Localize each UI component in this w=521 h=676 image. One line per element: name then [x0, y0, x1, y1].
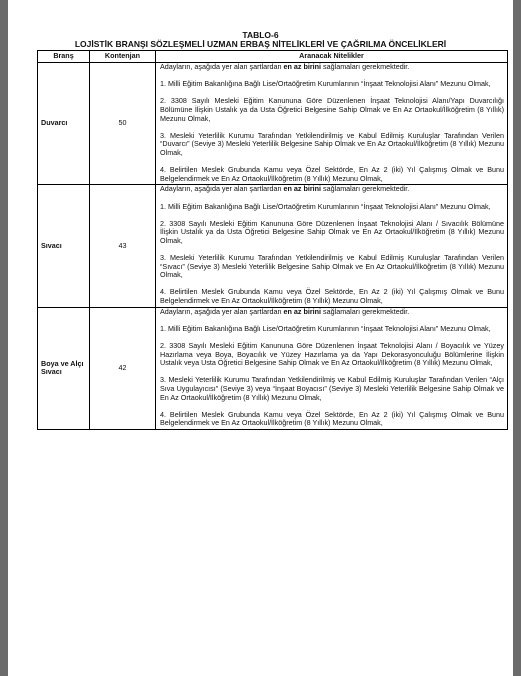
brans-cell: Sıvacı	[38, 185, 90, 307]
kontenjan-cell: 42	[90, 307, 156, 429]
table-row	[38, 307, 508, 429]
requirement-item: 4. Belirtilen Meslek Grubunda Kamu veya Özel Sektörde, En Az 2 (iki) Yıl Çalışmış Olmak ve Bunu Belgelendirmek ve En Az Ortaokul/İlköğretim (8 Yıllık) Mezunu Olmak,	[160, 165, 504, 183]
requirement-item: 2. 3308 Sayılı Mesleki Eğitim Kanununa Göre Düzenlenen İnşaat Teknolojisi Alanı/Yapı Duvarcılığı Bölümüne İlişkin Ustalık ya da Usta Öğretici Belgesine Sahip Olmak ve En Az Ortaokul/İlköğretim (8 Yıllık) Mezunu Olmak,	[160, 96, 504, 123]
intro-text: Adayların, aşağıda yer alan şartlardan en az birini sağlamaları gerekmektedir.	[160, 306, 410, 316]
requirement-item: 1. Milli Eğitim Bakanlığına Bağlı Lise/Ortaöğretim Kurumlarının “İnşaat Teknolojisi Alanı” Mezunu Olmak,	[160, 201, 491, 211]
requirement-item: 3. Mesleki Yeterlilik Kurumu Tarafından Yetkilendirilmiş ve Kabul Edilmiş Kuruluşlar Tarafından Verilen “Sıvacı” (Seviye 3) Mesleki Yeterlilik Belgesine Sahip Olmak ve En Az Ortaokul/İlköğretim (8 Yıllık) Mezunu Olmak,	[160, 253, 504, 280]
requirement-item: 3. Mesleki Yeterlilik Kurumu Tarafından Yetkilendirilmiş ve Kabul Edilmiş Kuruluşlar Tarafından Verilen “Duvarcı” (Seviye 3) Mesleki Yeterlilik Belgesine Sahip Olmak ve En Az Ortaokul/İlköğretim (8 Yıllık) Mezunu Olmak,	[160, 130, 504, 157]
qualifications-table	[37, 50, 508, 430]
nitelikler-cell	[156, 185, 508, 307]
table-header-row	[38, 51, 508, 63]
brans-cell: Duvarcı	[38, 63, 90, 185]
intro-text: Adayların, aşağıda yer alan şartlardan en az birini sağlamaları gerekmektedir.	[160, 62, 410, 71]
table-row	[38, 185, 508, 307]
nitelikler-cell	[156, 63, 508, 185]
column-header-brans: Branş	[38, 51, 90, 63]
column-header-nitelikler: Aranacak Nitelikler	[156, 51, 508, 63]
requirement-item: 1. Milli Eğitim Bakanlığına Bağlı Lise/Ortaöğretim Kurumlarının “İnşaat Teknolojisi Alanı” Mezunu Olmak,	[160, 323, 491, 333]
requirement-item: 2. 3308 Sayılı Mesleki Eğitim Kanununa Göre Düzenlenen İnşaat Teknolojisi Alanı / Boyacılık ve Yüzey Hazırlama veya Boya, Boyacılık ve Yüzey Hazırlama ya da Yapı Dekorasyonculuğu Bölümlerine İlişkin Ustalık veya Usta Öğretici Belgesine Sahip Olmak ve En Az Ortaokul/İlköğretim (8 Yıllık) Mezunu Olmak,	[160, 341, 504, 368]
intro-text: Adayların, aşağıda yer alan şartlardan en az birini sağlamaları gerekmektedir.	[160, 184, 410, 194]
column-header-kontenjan: Kontenjan	[90, 51, 156, 63]
requirement-item: 2. 3308 Sayılı Mesleki Eğitim Kanununa Göre Düzenlenen İnşaat Teknolojisi Alanı / Sıvacılık Bölümüne İlişkin Ustalık ya da Usta Öğretici Belgesine Sahip Olmak ve En Az Ortaokul/İlköğretim (8 Yıllık) Mezunu Olmak,	[160, 218, 504, 245]
kontenjan-cell: 50	[90, 63, 156, 185]
requirement-item: 3. Mesleki Yeterlilik Kurumu Tarafından Yetkilendirilmiş ve Kabul Edilmiş Kuruluşlar Tarafından Verilen “Alçı Sıva Uygulayıcısı” (Seviye 3) veya “İnşaat Boyacısı” (Seviye 3) Mesleki Yeterlilik Belgesine Sahip Olmak ve En Az Ortaokul/İlköğretim (8 Yıllık) Mezunu Olmak,	[160, 375, 504, 402]
table-subtitle: LOJİSTİK BRANŞI SÖZLEŞMELİ UZMAN ERBAŞ NİTELİKLERİ VE ÇAĞRILMA ÖNCELİKLERİ	[74, 39, 447, 49]
kontenjan-cell: 43	[90, 185, 156, 307]
nitelikler-cell	[156, 307, 508, 429]
requirement-item: 1. Milli Eğitim Bakanlığına Bağlı Lise/Ortaöğretim Kurumlarının “İnşaat Teknolojisi Alanı” Mezunu Olmak,	[160, 79, 491, 89]
requirement-item: 4. Belirtilen Meslek Grubunda Kamu veya Özel Sektörde, En Az 2 (iki) Yıl Çalışmış Olmak ve Bunu Belgelendirmek ve En Az Ortaokul/İlköğretim (8 Yıllık) Mezunu Olmak,	[160, 287, 504, 306]
table-title: TABLO-6	[242, 30, 279, 40]
table-row	[38, 63, 508, 185]
brans-cell: Boya ve Alçı Sıvacı	[38, 307, 90, 429]
document-page	[8, 0, 513, 676]
requirement-item: 4. Belirtilen Meslek Grubunda Kamu veya Özel Sektörde, En Az 2 (iki) Yıl Çalışmış Olmak ve Bunu Belgelendirmek ve En Az Ortaokul/İlköğretim (8 Yıllık) Mezunu Olmak,	[160, 409, 504, 428]
